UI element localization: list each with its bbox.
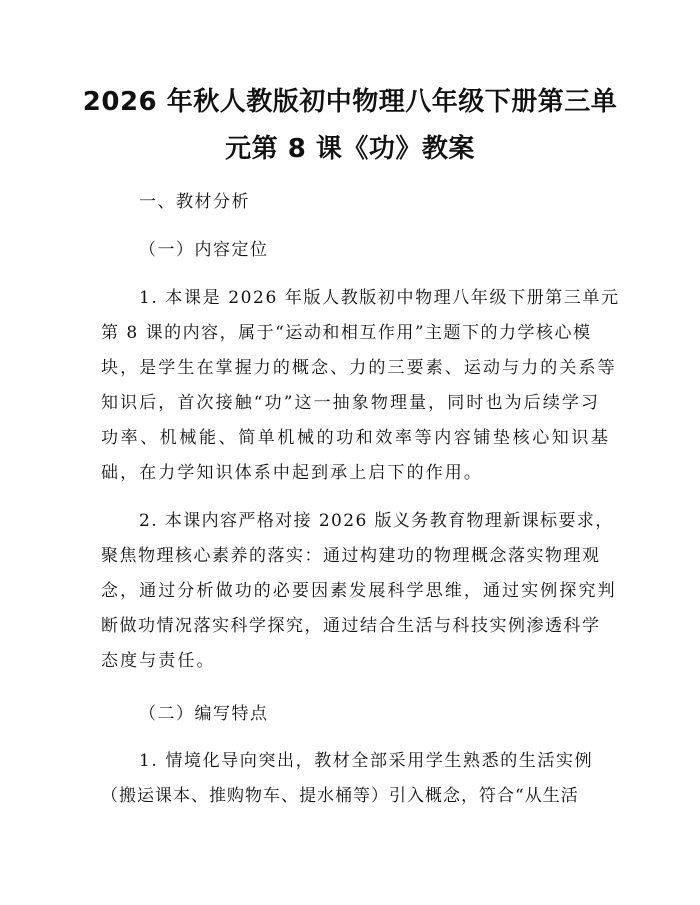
paragraph-1-line: 础，在力学知识体系中起到承上启下的作用。 xyxy=(101,463,483,483)
paragraph-2-line: 念，通过分析做功的必要因素发展科学思维，通过实例探究判 xyxy=(101,581,617,601)
paragraph-3-line: 1. 情境化导向突出，教材全部采用学生熟悉的生活实例 xyxy=(139,751,594,771)
paragraph-1-line: 知识后，首次接触“功”这一抽象物理量，同时也为后续学习 xyxy=(101,393,601,413)
subsection-heading-content-positioning: （一）内容定位 xyxy=(139,240,269,260)
subsection-heading-writing-features: （二）编写特点 xyxy=(139,704,269,724)
section-heading-teaching-material-analysis: 一、教材分析 xyxy=(139,192,250,212)
paragraph-1-line: 功率、机械能、简单机械的功和效率等内容铺垫核心知识基 xyxy=(101,428,611,448)
paragraph-1-line: 第 8 课的内容，属于“运动和相互作用”主题下的力学核心模 xyxy=(101,323,592,343)
document-title-line-2: 元第 8 课《功》教案 xyxy=(225,134,475,164)
paragraph-2-line: 断做功情况落实科学探究，通过结合生活与科技实例渗透科学 xyxy=(101,616,601,636)
paragraph-1-line: 块，是学生在掌握力的概念、力的三要素、运动与力的关系等 xyxy=(101,358,617,378)
paragraph-2-line: 聚焦物理核心素养的落实：通过构建功的物理概念落实物理观 xyxy=(101,546,601,566)
paragraph-2-line: 2. 本课内容严格对接 2026 版义务教育物理新课标要求， xyxy=(139,511,614,531)
paragraph-2-line: 态度与责任。 xyxy=(101,651,216,671)
document-title-line-1: 2026 年秋人教版初中物理八年级下册第三单 xyxy=(82,87,618,117)
paragraph-3-line: （搬运课本、推购物车、提水桶等）引入概念，符合“从生活 xyxy=(101,786,579,806)
paragraph-1-line: 1. 本课是 2026 年版人教版初中物理八年级下册第三单元 xyxy=(139,288,620,308)
